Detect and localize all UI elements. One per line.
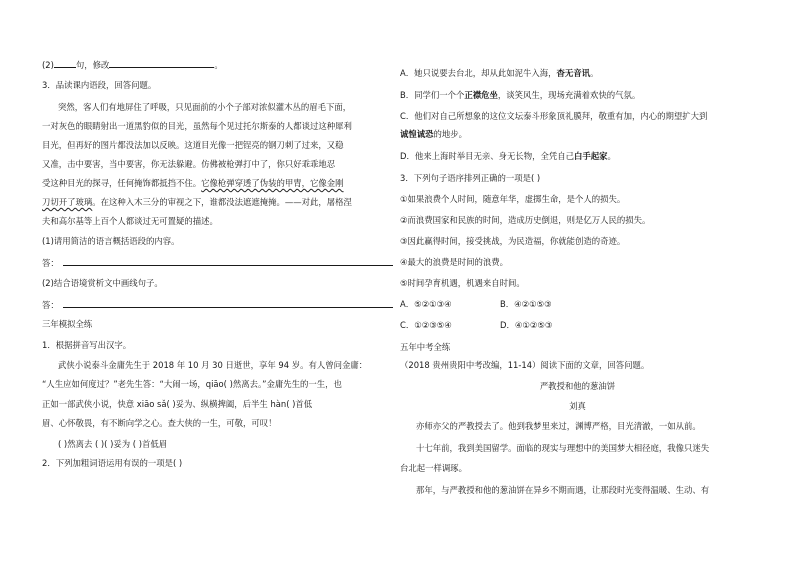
article-paragraph: 亦师亦父的严教授去了。他到我梦里来过，渊博严格，目光清澈，一如从前。	[416, 421, 701, 431]
passage-line: 武侠小说泰斗金庸先生于 2018 年 10 月 30 日逝世，享年 94 岁。有人曾问金庸：	[58, 360, 368, 370]
passage-line: 又准，击中要害，当中要害，你无法躲避。仿佛被枪弹打中了，你只好乖乖地忍	[42, 159, 336, 169]
option-c[interactable]: C．他们对自己所想象的这位文坛泰斗形象顶礼膜拜，敬重有加，内心的期望扩大到	[400, 111, 708, 121]
passage-line: 一对灰色的眼睛射出一道黑豹似的目光，虽然每个见过托尔斯泰的人都谈过这种犀利	[42, 121, 352, 131]
question-3-title: 3．品读课内语段，回答问题。	[42, 80, 157, 90]
choice-c[interactable]: C．①②③⑤④	[400, 320, 452, 330]
article-author: 刘真	[569, 401, 586, 411]
choice-b[interactable]: B．④②①⑤③	[500, 299, 552, 309]
answer-blank[interactable]	[109, 58, 214, 68]
question-3-title: 3．下列句子语序排列正确的一项是( )	[400, 173, 541, 183]
passage-line: 眉、心怀敬畏，有不断向学之心。查大侠的一生，可敬，可叹！	[42, 418, 277, 428]
underlined-sentence: 刀切开了玻璃	[42, 197, 93, 207]
section-heading: 三年模拟全练	[42, 319, 93, 329]
sentence-5: ⑤时间孕育机遇，机遇来自时间。	[400, 278, 525, 288]
option-b[interactable]: B．同学们一个个正襟危坐，谈笑风生，现场充满着欢快的气氛。	[400, 90, 641, 100]
sentence-4: ④最大的浪费是时间的浪费。	[400, 257, 509, 267]
option-d[interactable]: D．他来上海时举目无亲、身无长物，全凭自己白手起家。	[400, 151, 616, 161]
article-title: 严教授和他的葱油饼	[539, 381, 616, 391]
article-paragraph: 那年，与严教授和他的葱油饼在异乡不期而遇，让那段时光变得温暖、生动、有	[416, 485, 710, 495]
sub-question-1: (1)请用简洁的语言概括语段的内容。	[42, 236, 180, 246]
article-paragraph: 十七年前，我到美国留学。面临的现实与理想中的美国梦大相径庭，我像只迷失	[416, 443, 710, 453]
sentence-1: ①如果浪费个人时间，随意年华，虚掷生命，是个人的损失。	[400, 194, 626, 204]
bold-term: 正襟危坐	[464, 90, 498, 100]
source-note: （2018 贵州贵阳中考改编，11-14）阅读下面的文章，回答问题。	[400, 360, 650, 370]
bold-term: 诚惶诚恐	[400, 129, 434, 139]
sub-question-2: (2)结合语境赏析文中画线句子。	[42, 278, 163, 288]
question-1-title: 1．根据拼音写出汉字。	[42, 340, 132, 350]
option-c-cont: 诚惶诚恐的地步。	[400, 129, 467, 139]
article-paragraph: 台北起一样调琢。	[400, 463, 467, 473]
sentence-2: ②而浪费国家和民族的时间，造成历史倒退，则是亿万人民的损失。	[400, 215, 651, 225]
choice-d[interactable]: D．④①②⑤③	[500, 320, 553, 330]
section-heading: 五年中考全练	[400, 342, 451, 352]
question-2-title: 2．下列加粗词语运用有误的一项是( )	[42, 458, 183, 468]
bold-term: 杳无音讯	[556, 68, 590, 78]
passage-line: 受这种目光的探寻，任何掩饰都抵挡不住。它像枪弹穿透了伪装的甲胄，它像金刚	[42, 178, 344, 188]
option-a[interactable]: A．她只说要去台北，却从此如泥牛入海，杳无音讯。	[400, 68, 599, 78]
answer-blank[interactable]	[63, 256, 393, 266]
answer-blank[interactable]	[54, 58, 76, 68]
answer-blank[interactable]	[63, 298, 393, 308]
bold-term: 白手起家	[573, 151, 608, 161]
passage-line: 突然，客人们有地屏住了呼吸，只见面前的小个子部对浓似灌木丛的眉毛下面，	[58, 102, 352, 112]
passage-line: “人生应如何度过？”老先生答：“大闹一场，qiāo( )然离去。”金庸先生的一生，也	[42, 379, 342, 389]
underlined-sentence: 它像枪弹穿透了伪装的甲胄，它像金刚	[201, 178, 344, 188]
pinyin-blanks[interactable]: ( )然离去 ( )( )妥为 ( )首低眉	[58, 439, 168, 449]
passage-line: 夫和高尔基等上百个人都谈过无可置疑的描述。	[42, 216, 218, 226]
passage-line: 刀切开了玻璃。在这种入木三分的审视之下，谁都没法遮遮掩掩。——对此，屠格涅	[42, 197, 352, 207]
answer-line-1[interactable]: 答：	[42, 256, 393, 270]
sentence-3: ③因此赢得时间，接受挑战，为民造福，你就能创造的奇迹。	[400, 236, 626, 246]
passage-line: 目光，但再好的图片都没法加以反映。这道目光像一把锃亮的钢刀刺了过来，又稳	[42, 140, 344, 150]
passage-line: 正如一部武侠小说，快意 xiāo sǎ( )妥为、纵横捭阖，后半生 hàn( )首低	[42, 399, 313, 409]
choice-a[interactable]: A．⑤②①③④	[400, 299, 452, 309]
answer-line-2[interactable]: 答：	[42, 298, 393, 312]
question-2-rewrite: (2) 句，修改 。	[42, 60, 223, 70]
